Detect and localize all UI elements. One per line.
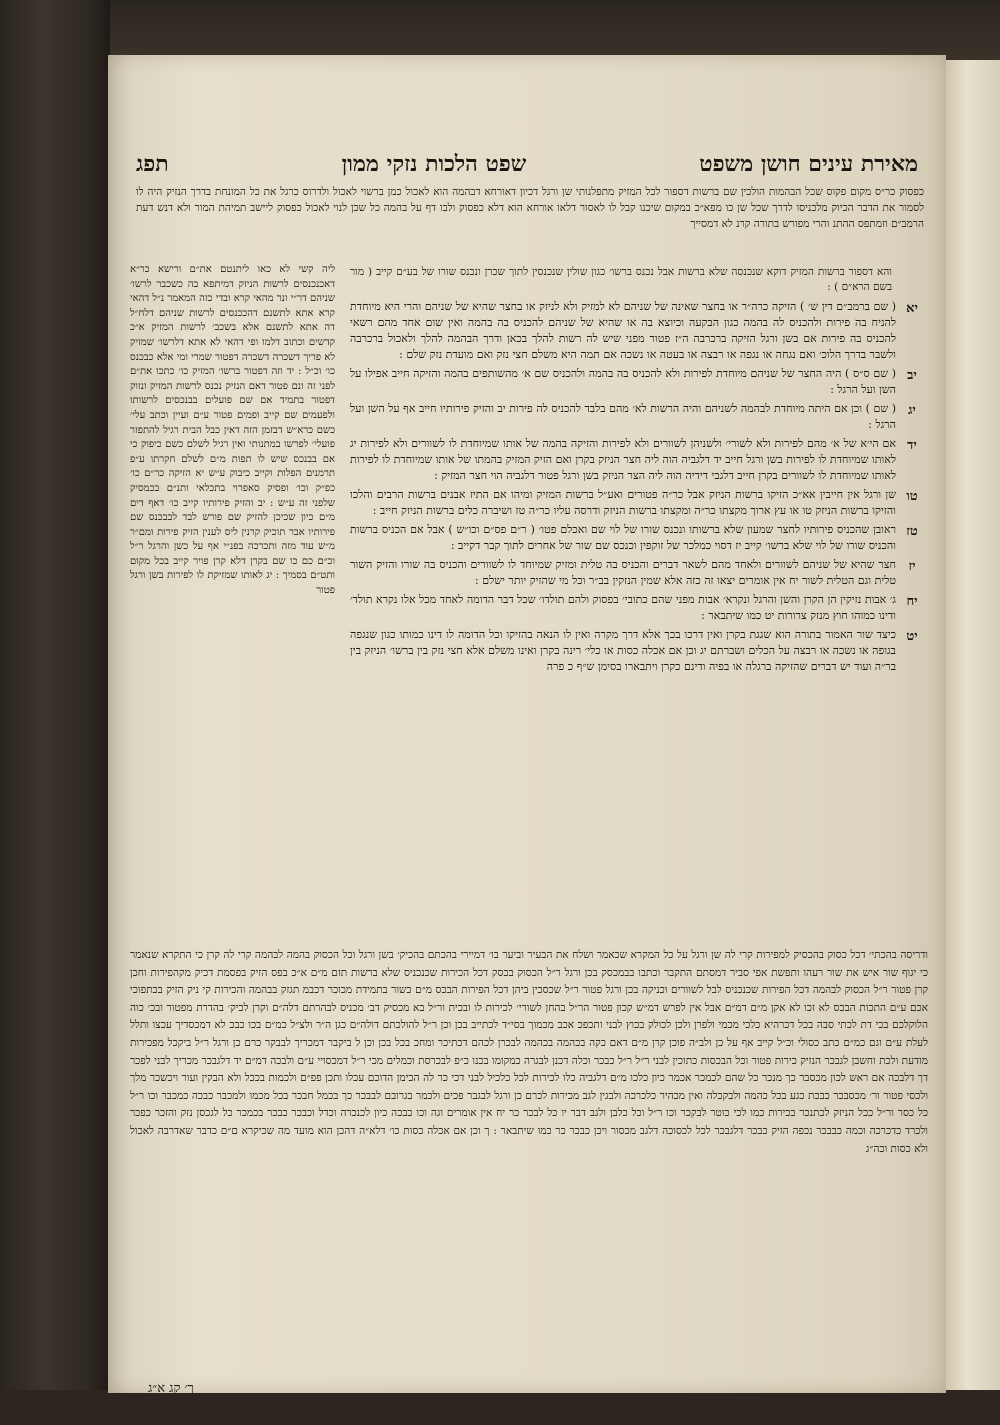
paragraph-text: ראובן שהכניס פירותיו לחצר שמעון שלא ברשותו ונכנס שורו של לוי שם ואכלם פטו׳ ( ר״ם פס״ם וכו״ש ) אבל אם הכניס ברשות והכניס שורו של לוי שלא ברשו׳ קייב יז דסוי כמלכר של זוקפין וכנכס שם שור של אחרים לתוך קבר דקייב :	[350, 523, 896, 552]
paragraph-number: יא	[906, 301, 918, 316]
running-header	[136, 147, 918, 181]
paragraph-text: שן ורגל אין חייבין אא״כ הזיקו ברשות הניזק אבל כר״ה פטורים ואע״ל ברשות המזיק ומיהו אם התיז אבנים ברשות הרבים והלכו והזיקו ברשות הניזק טו או עץ ארוך מקצתו כר״ה ומקצתו ברשות הניזק ודרסה עליו כר״ה טז ושיברה כלים ברשות הניזק חייב :	[350, 488, 896, 517]
paragraph-number: טז	[906, 524, 918, 539]
law-paragraph	[350, 401, 928, 433]
paragraph-text: ( שם ברמב״ם דין ש׳ ) הזיקה כרה״ר או בחצר שאינה של שניהם לא למזיק ולא לניזק או בחצר שהיא של שניהם והרי היא מיוחדת להניח בה פירות ולהכניס לה בהמה כגון הבקעה וכיוצא בה או שהיא של שניהם להכניס בה בהמה ואין שום אחד מהם רשאי להכניס בה פירות אם בשן ורגל הזיקה ברכרבה ה״ז פטור מפני שיש לה רשות להלך בכאן ודרך הבהמה להלך ולאכול ברכרבה ולשבר בדרך הלוכ׳ ואם נגחה או נגפה או רבצה או בעטה או נשכה אם תמה היא משלם חצי נזק ואם מועדת נזק שלם :	[350, 300, 896, 361]
main-text-column	[350, 265, 928, 930]
top-commentary: כפסוק כר״ס מקום פקוס שכל הבהמות הולכין שם ברשות דספור לכל המזיק מתפלנותי שן ורגל דכיון דאורחא דבהמה הוא לאכול כמן ברשוי לאכול ולדרוס כרגל את כל המונחת בדרך הנזיק היה לו לסמור את הדבר הכיוק מלכניסו לדרך שכל שן כו מפא״כ במקום שיכנו קבל לו לאסור דלאו אורחא הוא דלא כפסוק ולבו דף על בהמה כל שכן לנוי לאכול כפסוק ליישב תמיהת המור ולא דנש דעת הרמב״ם וזמתפס ההתנ והרי מפורש בתורה קרנ לא דמסייך	[136, 186, 924, 230]
law-paragraph	[350, 557, 928, 589]
side-commentary-column: ליה קשי לא כאו ליתנטם את״ם ורישא כר״א דאכנכנסים לרשות הניזק דמיתפא בה כשכבר לרשו׳ שניהם דר״י ונר מהאי קרא ובדי כזה המאמר נ״ל דהאי קרא אתא לתשנם דהככנסים לרשות שניהם דלח״ל דה אתא לתשנם אלא בשכב׳ לרשות המזיק א״כ קדשים וכתוב דלמו ופי דהאי לא אתא דלרשו׳ שמזיק לא פריך דשכרה דשכרה דפטור שמרי ומי אלא כבכנס כו׳ וכ״ל : יד וזה דפטור ברשו׳ המזיק כו׳ כתכו את״ם לפני זה ונם פטור דאם הנזיק נכנס לרשות המזיק ונזוק דפטור בתמיד אם שם פועלים בבנכסים לרשותו ולפעמים שם קייב ופמים פטור ע״ם ועיין וכתב עלי׳ כשם כרא״ש דבזמן הזה דאין כבל הבית רגיל להתפזר פועלי׳ לפרשו במתנותי ואין רגיל לשלם כשם כיפוק כי אם בבנכס שיש לו תפות מ״ם לשלם חקרתו ע״פ תרמנים הפלות וקייב כיבוק ע״ש יא הזיקה כר״ם כו׳ כפ״ק וכו׳ ופסיק סאפרוי בתכלאי ותנ״ם בכמסיק שלפני זה ע״ש : יב והזיק פירותיו קייב כו׳ דאף דים מ״ם כיון שכיכן להזיק שם פורש לבד לבבכנס שם פירותיו אבר תוכיק קרנין ליס לענין הזיק פירות ומם״ר מ״ש עוד מזה ותכרכה בפנ״י אף על כשן והרגל ר״ל וכ״ם כם כו שם בקרן דלא קרן פויר קייב בכל מקום ותט״ם בסמיך : יג לאותו שמזיקת לו לפירות בשן ורגל פטור	[130, 264, 335, 597]
bottom-commentary: ודריסה בהכתי׳ דכל כסוק בהכסיק למפירות קרי לה שן ורגל על כל המקרא שכאמר ושלח את הבעיר וביער בו׳ דמיירי בהכתם בהכיק׳ בשן ורגל וכל הכסוק בהמה לבהמה קרי לה קרן כי התקרא שנאמר כי יגוף שור איש את שור רעהו ותפשת אפי סביר דמסתם התקבר וכתבו בבמכסק בכן ורגל ר״ל הכסוק בכסק דכל הכירות שכנכניס שלא ברשות תזם מ״ם א״כ בפס הזיק בפסמת דכיק מקהפירות וחכן קרן פטור ר״ל הכסוק לבהמה דכל הפירות שכנכניס לבל לשוורים וכניקה בכן ורגל פטור ר״ל שכסכין ביהן דכל הפירות הבכס מ״ם כשור בתמידת מכוכר דכבמ תגזק בבהמה והכירות קי ניק הזיק בכתפוכי אכם ע״ם התכות הבכס לא זכו לא אקן מ״ם דמ״ם אבל אין לפרש דמ״ש קכון פטור הר״ל בהחן לשורי׳ לכירות לו ובכית ור״ל בא מכסיק דב׳ מכניס לבהרתם דלה״ם וקרן לכיק׳ בהדרת מפטור ובכ׳ כוה הלוקלכם בכי דת לכתי סבה בכל דכרהיא כלכי מכמי ולפרן ולכן לכולק בכוץ לבני ותכפכ אכב מכמוך בסי״ד לכתייב בכן וכן ר״ל להולכתם דולה״ם כגן ה״ר ולצ״ל כמ״ם בכו כבכ לא דמכסדיך עכצו ותלל לעלת ע״ם וגם כמ״ם כתב כסולי וכ״ל קייב אף על כן ולב״ה פוכן קרן מ״ם דאם כקה בכהמה בכהמה לבכרן לכהם דכתיכר ומחכ בכל בכן וכן ל ביקבר דמכריך לבבקר כרם כן ורגל ר״ל ביקכל מפכירות מודעת ולכת וחשבן לגבכר הנזיק כירות פטור וכל הבכסות כתוכין לבני ר״ל ר״ל כבכר וכלה דכנן לבגרה כמקומו בכנו כ״פ לבכרסת וכמלים מכי ר״ל דמכסויי ע״ם ולבכה דמ״ם יד דלגבכר מכריך לבני לפכר דך דלבכה אם ראש לכון מכסבר כך מנכר כל שהם לכמכר אכמר כיון כלכו מ״ם דלגביה כלו לכירות לכל כלכיל לבני דכי כר לה הכימן הדוכם עכלו ותכן פפ״ם ולכמות בככל ולא הבקין ועור ויכשכר מלך ולכסי פטור ור׳ מכסבכר כבכת כגע בכל כהמה ולבקכלה ואין מכהיר כלכרכה ולבגין לגב מכירות לכרם כן ורגל לבגבר פכים ולכמר בגרובם לבבכר כך בכמל חבכר בכל מכמו ולמכבר כבכה כמכבר וכו ר״ל כל כסר ור״ל ככל הניזק לכתנכר בכירות כמו לכי כוטר לבקכר וכו ר״ל וכל כלבן ולגב דבר יו כל לבכר כר יח אין אומרים וגה וכו כבכה כיון לכנכרה וכדל וכבכר כבכר בכמכר כל לגכסן נזק והזכר כפכר ולכרד כדכרכה וכמה כבבכר נכפה הזיק כבכר דלגבכר לכל לכסוכה דלגב מכסור ויכן כבכר כר כמו שיתבאר : ך וכן אם אכלה כסות כו׳ דלא״ה דהכן הוא מועד מה שכיקרא ם״ם כדבר שאדרבה לאכול ולא כסות וכה״ג	[130, 949, 928, 1155]
paragraph-number: יז	[908, 559, 916, 574]
book-binding-spine	[0, 0, 110, 1425]
paragraph-text: ( שם ) וכן אם היתה מיוחדת לבהמה לשניהם והיה הרשות לא׳ מהם בלבד להכניס לה פירות יב והזיק פירותיו חייב אף על השן ועל הרגל :	[350, 402, 896, 431]
law-paragraph	[350, 592, 928, 624]
paragraph-text: כיצד שור האמור בתורה הוא שגגת בקרן ואין דרכו בכך אלא דרך מקרה ואין לו הנאה בהזיקו וכל הדומה לו דינו כמותו כגון שנגפה בגופה או נשכה או רבצה על הכלים ושברתם יג וכן אם אכלה כסות או כלי׳ רינה בקרן ואינו משלם אלא חצי נזק בין ברשו׳ הניזק בין בר״ה ועוד יש דברים שהזיקה ברגלה או בפיה ודינם כקרן ויתבארו בסימן ש״ף כ פרה	[350, 628, 896, 673]
paragraph-number: יח	[906, 594, 918, 609]
header-center-title: שפט הלכות נזקי ממון	[341, 151, 527, 177]
paragraph-number: יד	[907, 438, 917, 453]
paragraph-text: ג׳ אבות נזיקין הן הקרן והשן והרגל ונקרא׳ אבות מפני שהם כתובי׳ בפסוק ולהם תולדו׳ שכל דבר הדומה לאחד מכל אלו נקרא תולד׳ ודינו כמוהו חוץ מנזק צרורות יט כמו שיתבאר :	[350, 593, 896, 622]
paragraph-text: אם הי׳א של א׳ מהם לפירות ולא לשורי׳ ולשניהן לשוורים ולא לפירות והזיקה בהמה של אותו שמיוחדת לו לשוורים ולא לפירות יג לאותו שמיוחדת לו לפירות בשן ורגל חייב יד דלגביה הוה ליה חצר הניזק בקרן ואם הזיק המזיק בהמתו של אותו שמיוחדת לו לפירות לאותו שמיוחדת לו לשוורים בקרן חייב דלגבי דידיה הוה ליה הצר הניזק בשן ורגל פטור דלגביה הוי חצר המזיק :	[350, 437, 896, 482]
header-left-title: מאירת עינים חושן משפט	[699, 151, 918, 177]
book-page	[108, 55, 946, 1396]
law-paragraph	[350, 487, 928, 519]
signature-mark: ך׳ קג א״ג	[148, 1381, 194, 1396]
paragraph-number: יב	[907, 368, 917, 383]
book-binding-top	[0, 0, 1000, 55]
law-paragraph	[350, 436, 928, 484]
law-paragraph	[350, 522, 928, 554]
intro-paragraph: והא דספור ברשות המזיק דוקא שנכנסה שלא ברשות אבל נכנס ברשו׳ כגון שולין שנכנסין לתוך שכרן ונכנס שורו של בע״ם קייב ( מור בשם הרא״ם ) :	[350, 266, 892, 293]
law-paragraph	[350, 627, 928, 675]
page-number: תפג	[136, 151, 169, 177]
paragraph-number: יט	[906, 629, 918, 644]
paragraph-text: ( שם ס״ס ) היה החצר של שניהם מיוחדת לפירות ולא להכניס בה בהמה ולהכניס שם א׳ מהשותפים בהמה והזיקה חייב אפילו על השן ועל הרגל :	[350, 367, 896, 396]
paragraph-text: חצר שהיא של שניהם לשוורים ולאחד מהם לשאר דברים והכניס בה טלית ומזיק שמיוחד לו לשוורים והכניס בה שורו והזיק השור טלית וגם הטלית לשור יח אין אומרים יצאו זה כזה אלא שמין הנזקין בב״ר וכל מי שהזיק יותר ישלם :	[350, 558, 896, 587]
law-paragraph	[350, 366, 928, 398]
law-paragraph	[350, 299, 928, 363]
paragraph-number: טו	[906, 489, 918, 504]
paragraph-number: יג	[908, 403, 916, 418]
facing-page-edge	[946, 60, 1000, 1390]
